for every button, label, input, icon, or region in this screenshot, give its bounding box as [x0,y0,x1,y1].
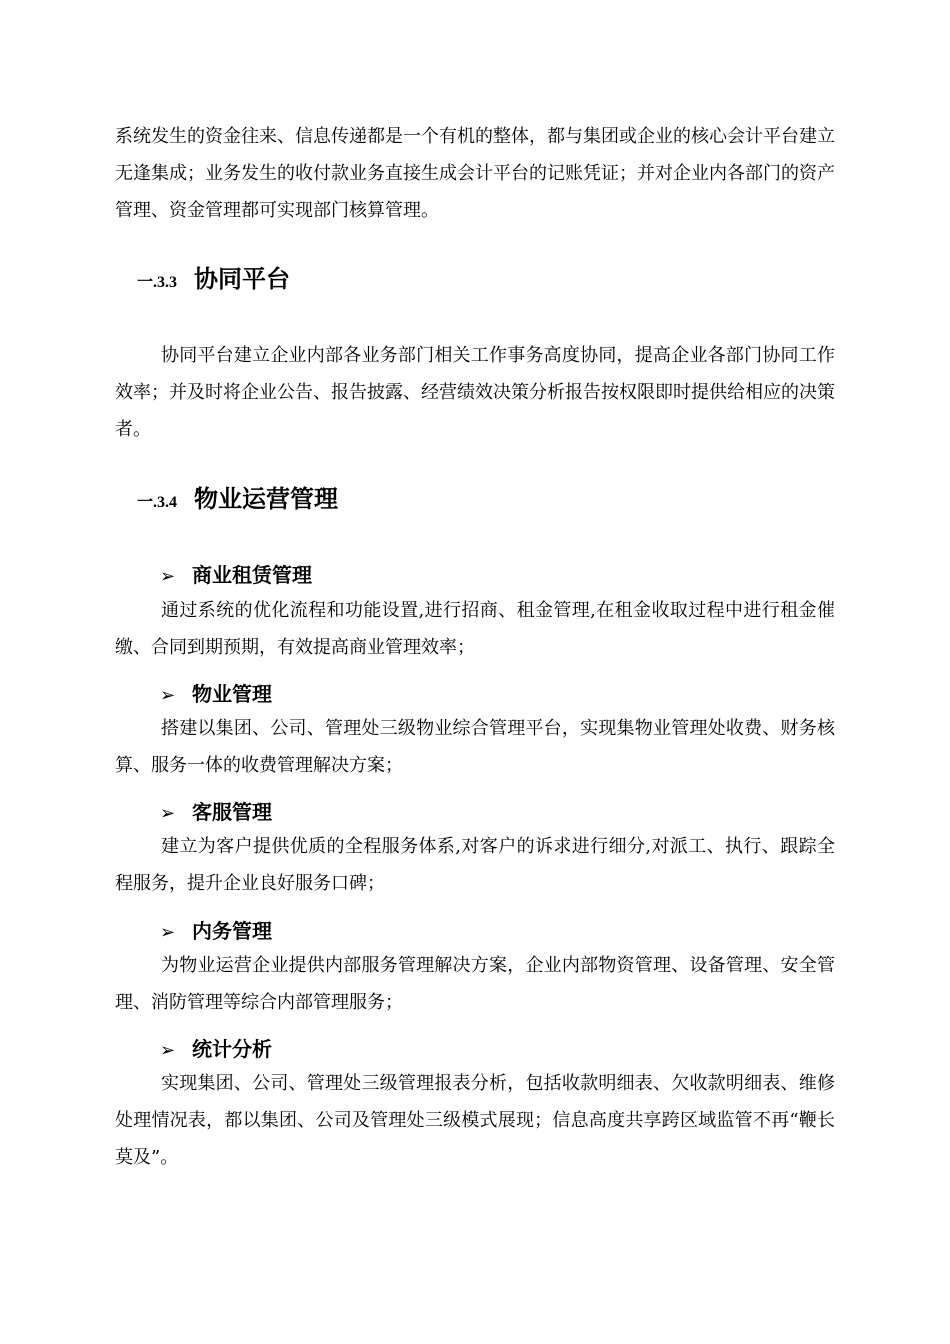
section-heading-3-3 [137,262,290,296]
subheading-customer-service [160,797,272,827]
subheading-statistical-analysis [160,1034,272,1064]
subheading-title: 商业租赁管理 [192,563,312,587]
section-title: 协同平台 [194,265,290,293]
section-heading-3-4 [137,482,338,516]
arrowhead-bullet-icon: ➢ [160,566,176,587]
subsection-paragraph: 建立为客户提供优质的全程服务体系,对客户的诉求进行细分,对派工、执行、跟踪全程服务，提升企业良好服务口碑； [115,836,835,894]
intro-paragraph: 系统发生的资金往来、信息传递都是一个有机的整体，都与集团或企业的核心会计平台建立无逢集成；业务发生的收付款业务直接生成会计平台的记账凭证；并对企业内各部门的资产管理、资金管理都可实现部门核算管理。 [115,126,835,221]
subheading-internal-affairs [160,916,272,946]
subheading-property-management [160,679,272,709]
subheading-title: 内务管理 [192,919,272,943]
arrowhead-bullet-icon: ➢ [160,803,176,824]
subheading-title: 统计分析 [192,1037,272,1061]
section-paragraph-3-3: 协同平台建立企业内部各业务部门相关工作事务高度协同，提高企业各部门协同工作效率；并及时将企业公告、报告披露、经营绩效决策分析报告按权限即时提供给相应的决策者。 [115,345,835,440]
subheading-commercial-leasing [160,560,312,590]
subheading-title: 物业管理 [192,682,272,706]
section-title: 物业运营管理 [194,485,338,513]
subsection-paragraph: 通过系统的优化流程和功能设置,进行招商、租金管理,在租金收取过程中进行租金催缴、合同到期预期，有效提高商业管理效率； [115,600,835,658]
subsection-paragraph: 搭建以集团、公司、管理处三级物业综合管理平台，实现集物业管理处收费、财务核算、服务一体的收费管理解决方案； [115,718,835,776]
arrowhead-bullet-icon: ➢ [160,922,176,943]
section-number: 一.3.3 [137,274,178,291]
subheading-title: 客服管理 [192,800,272,824]
section-number: 一.3.4 [137,494,178,511]
subsection-paragraph: 为物业运营企业提供内部服务管理解决方案，企业内部物资管理、设备管理、安全管理、消防管理等综合内部管理服务； [115,955,835,1013]
arrowhead-bullet-icon: ➢ [160,1040,176,1061]
subsection-paragraph: 实现集团、公司、管理处三级管理报表分析，包括收款明细表、欠收款明细表、维修处理情况表，都以集团、公司及管理处三级模式展现；信息高度共享跨区域监管不再“鞭长莫及”。 [115,1073,835,1168]
arrowhead-bullet-icon: ➢ [160,685,176,706]
